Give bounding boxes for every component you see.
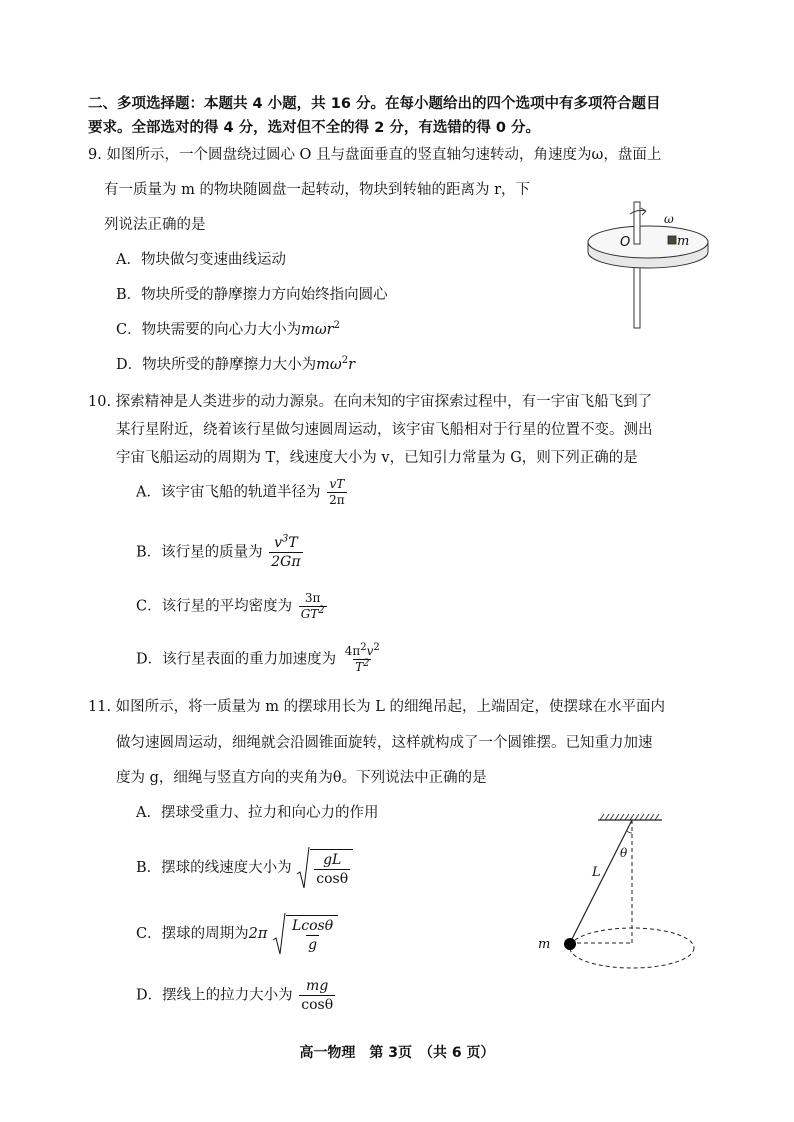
q10-option-a-den: 2π xyxy=(329,493,345,507)
q9-option-c xyxy=(116,320,340,340)
q11-option-d-den: cosθ xyxy=(301,997,334,1013)
q9-stem-line3: 列说法正确的是 xyxy=(104,217,206,233)
q11-option-c-prefix: C．摆球的周期为 xyxy=(136,926,249,942)
q10-option-d-fraction xyxy=(343,642,382,674)
q11-option-d-prefix: D．摆线上的拉力大小为 xyxy=(136,987,293,1004)
q10-option-d-num-pi: 4π xyxy=(344,644,361,658)
q9-option-d-formula: mω xyxy=(316,357,342,373)
q10-stem-line2: 某行星附近，绕着该行星做匀速圆周运动，该宇宙飞船相对于行星的位置不变。测出 xyxy=(116,422,653,438)
q11-option-b-fraction xyxy=(314,852,350,887)
q10-option-d-num xyxy=(343,642,382,659)
q11-option-b-num: gL xyxy=(323,852,342,868)
q9-disc-top xyxy=(588,226,708,258)
q9-stem-line2: 有一质量为 m 的物块随圆盘一起转动，物块到转轴的距离为 r，下 xyxy=(104,182,531,198)
q10-option-c-den-wrap xyxy=(299,606,327,621)
q11-option-b-radical-sign xyxy=(296,846,310,890)
q11-angle-arc xyxy=(627,831,632,833)
q10-option-c-den: GT xyxy=(300,607,319,621)
q11-option-b-radical xyxy=(296,846,353,890)
q10-stem-line3: 宇宙飞船运动的周期为 T，线速度大小为 v，已知引力常量为 G，则下列正确的是 xyxy=(116,450,638,466)
q10-option-d-num-v: v xyxy=(366,644,374,658)
q11-option-c-radical xyxy=(272,912,338,956)
q9-option-d-sup: 2 xyxy=(341,355,349,367)
q9-axis-upper xyxy=(634,202,640,244)
q11-pendulum-figure xyxy=(530,810,710,980)
section-heading-line2: 要求。全部选对的得 4 分，选对但不全的得 2 分，有选错的得 0 分。 xyxy=(88,120,541,136)
q10-option-b-num xyxy=(272,535,300,552)
q10-option-a-num: vT xyxy=(329,477,345,491)
q9-rotation-arrowhead xyxy=(641,208,646,215)
q9-option-d xyxy=(116,355,355,375)
section-heading-line1: 二、多项选择题：本题共 4 小题，共 16 分。在每小题给出的四个选项中有多项符合题目 xyxy=(88,96,661,112)
q11-option-c-radical-sign xyxy=(272,912,286,956)
q11-stem-line1: 11. 如图所示，将一质量为 m 的摆球用长为 L 的细绳吊起，上端固定，使摆球在水平面内 xyxy=(88,699,665,715)
page-footer: 高一物理 第 3页 （共 6 页） xyxy=(299,1045,495,1061)
q11-option-c-coef: 2π xyxy=(248,926,268,942)
q11-option-b-prefix: B．摆球的线速度大小为 xyxy=(136,860,292,876)
q10-option-d-den: T xyxy=(355,660,364,674)
q10-option-d-den-wrap xyxy=(353,659,371,674)
q10-option-b xyxy=(136,535,303,570)
q10-option-a-prefix: A．该宇宙飞船的轨道半径为 xyxy=(136,484,321,501)
q9-disc-figure xyxy=(580,198,720,330)
q10-option-b-num-sup: 3 xyxy=(282,533,289,545)
q9-option-c-sup: 2 xyxy=(333,320,340,332)
q11-option-a: A．摆球受重力、拉力和向心力的作用 xyxy=(136,805,379,821)
q10-option-d xyxy=(136,642,382,674)
q11-option-d-fraction xyxy=(299,978,335,1013)
q10-option-c-fraction xyxy=(299,592,327,621)
q10-option-b-num-v: v xyxy=(274,535,283,551)
q10-stem-line1: 10. 探索精神是人类进步的动力源泉。在向未知的宇宙探索过程中，有一宇宙飞船飞到了 xyxy=(88,394,653,410)
q9-option-a: A．物块做匀变速曲线运动 xyxy=(116,252,286,268)
q11-ball xyxy=(564,938,576,950)
q10-option-d-num-sup2: 2 xyxy=(373,642,380,653)
q9-stem-line1: 9. 如图所示，一个圆盘绕过圆心 O 且与盘面垂直的竖直轴匀速转动，角速度为ω，盘面上 xyxy=(88,147,662,163)
q10-option-b-den: 2Gπ xyxy=(271,554,301,570)
q11-option-b-den: cosθ xyxy=(316,871,349,887)
q9-block xyxy=(668,236,676,244)
q9-label-omega: ω xyxy=(664,212,674,226)
q10-option-d-num-sup1: 2 xyxy=(360,642,367,653)
q11-ceiling-hatch xyxy=(600,814,659,820)
q11-option-c-den: g xyxy=(308,937,318,953)
q10-option-d-den-sup: 2 xyxy=(363,658,370,669)
q11-string xyxy=(570,820,632,943)
q10-option-c-num: 3π xyxy=(304,591,321,605)
q11-label-theta: θ xyxy=(620,846,628,860)
q11-label-l: L xyxy=(592,865,601,880)
q10-option-a xyxy=(136,478,347,507)
q9-label-o: O xyxy=(620,235,631,250)
q10-option-c-den-sup: 2 xyxy=(318,605,325,616)
q11-option-c-fraction xyxy=(290,918,335,953)
q10-option-a-fraction xyxy=(327,478,347,507)
q10-option-b-num-t: T xyxy=(288,535,298,551)
q9-axis-lower xyxy=(634,260,640,328)
q11-option-c xyxy=(136,912,338,956)
q11-option-d xyxy=(136,978,335,1013)
q10-option-c-prefix: C．该行星的平均密度为 xyxy=(136,598,293,615)
q9-option-d-prefix: D．物块所受的静摩擦力大小为 xyxy=(116,357,317,373)
q10-option-b-prefix: B．该行星的质量为 xyxy=(136,544,263,561)
q10-option-d-prefix: D．该行星表面的重力加速度为 xyxy=(136,651,337,668)
q11-option-b xyxy=(136,846,353,890)
q11-stem-line2: 做匀速圆周运动，细绳就会沿圆锥面旋转，这样就构成了一个圆锥摆。已知重力加速 xyxy=(116,735,653,751)
q11-label-m: m xyxy=(538,937,551,952)
q9-option-c-prefix: C．物块需要的向心力大小为 xyxy=(116,322,302,338)
q9-option-b: B．物块所受的静摩擦力方向始终指向圆心 xyxy=(116,287,388,303)
q11-stem-line3: 度为 g，细绳与竖直方向的夹角为θ。下列说法中正确的是 xyxy=(116,770,487,786)
q11-option-d-num: mg xyxy=(306,978,329,994)
q10-option-c xyxy=(136,592,327,621)
q9-option-c-formula: mωr xyxy=(301,322,334,338)
q9-option-d-tail: r xyxy=(348,357,356,373)
q11-option-c-num: Lcosθ xyxy=(291,918,334,934)
q10-option-b-fraction xyxy=(269,535,302,570)
q9-label-m: m xyxy=(677,234,690,249)
